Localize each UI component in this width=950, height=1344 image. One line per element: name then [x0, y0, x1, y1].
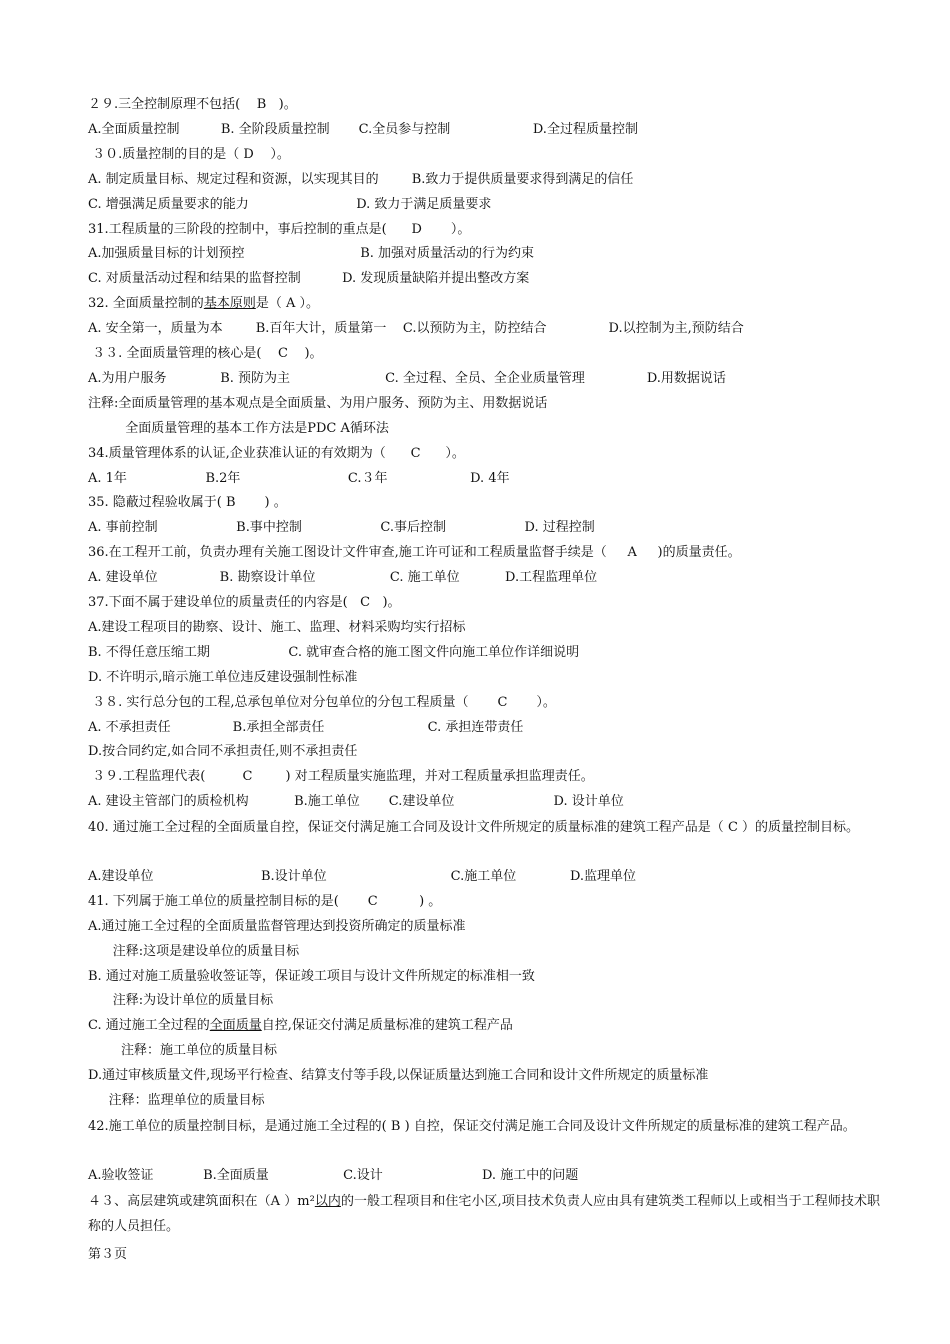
- text-line: ３８. 实行总分包的工程,总承包单位对分包单位的分包工程质量（ C ）。: [88, 694, 556, 710]
- text-line: 注释：施工单位的质量目标: [88, 1043, 278, 1059]
- text-line: B. 不得任意压缩工期 C. 就审查合格的施工图文件向施工单位作详细说明: [88, 644, 580, 660]
- text-line: D. 不许明示,暗示施工单位违反建设强制性标准: [88, 669, 358, 685]
- text-line: A. 安全第一，质量为本 B.百年大计，质量第一 C.以预防为主，防控结合 D.以控制为主,预防结合: [88, 321, 744, 337]
- text-line: 40. 通过施工全过程的全面质量自控，保证交付满足施工合同及设计文件所规定的质量标准的建筑工程产品是（ C ）的质量控制目标。: [88, 820, 860, 836]
- text-line: A. 制定质量目标、规定过程和资源，以实现其目的 B.致力于提供质量要求得到满足的信任: [88, 171, 634, 187]
- text-line: ３９.工程监理代表( C ) 对工程质量实施监理，并对工程质量承担监理责任。: [88, 769, 594, 785]
- text-line: [88, 293, 880, 315]
- text-line: B. 通过对施工质量验收签证等，保证竣工项目与设计文件所规定的标准相一致: [88, 968, 535, 984]
- text-line: [88, 1190, 880, 1240]
- text-segment: 32. 全面质量控制的: [88, 296, 204, 312]
- text-segment: 是（ A ）。: [255, 296, 319, 312]
- text-line: A. 不承担责任 B.承担全部责任 C. 承担连带责任: [88, 719, 524, 735]
- text-line: [88, 1015, 880, 1037]
- underlined-text: 全面质量: [209, 1018, 262, 1034]
- text-line: A.全面质量控制 B. 全阶段质量控制 C.全员参与控制 D.全过程质量控制: [88, 121, 638, 137]
- text-line: A. 建设主管部门的质检机构 B.施工单位 C.建设单位 D. 设计单位: [88, 794, 624, 810]
- text-line: D.按合同约定,如合同不承担责任,则不承担责任: [88, 744, 358, 760]
- underlined-text: 基本原则: [203, 296, 256, 312]
- text-segment: 的一般工程项目和住宅小区,项目技术负责人应由具有建筑类工程师以上或相当于工程师技术职称的人员担任。: [88, 1193, 880, 1234]
- text-line: 37.下面不属于建设单位的质量责任的内容是( C )。: [88, 595, 401, 610]
- text-line: 34.质量管理体系的认证,企业获准认证的有效期为（ C ）。: [88, 445, 465, 461]
- text-line: D.通过审核质量文件,现场平行检查、结算支付等手段,以保证质量达到施工合同和设计文件所规定的质量标准: [88, 1068, 709, 1084]
- text-line: 注释:全面质量管理的基本观点是全面质量、为用户服务、预防为主、用数据说话: [88, 395, 548, 411]
- text-line: 注释：监理单位的质量目标: [88, 1093, 265, 1108]
- text-line: C. 增强满足质量要求的能力 D. 致力于满足质量要求: [88, 196, 492, 212]
- text-line: 42.施工单位的质量控制目标，是通过施工全过程的( B ) 自控，保证交付满足施工合同及设计文件所规定的质量标准的建筑工程产品。: [88, 1118, 856, 1134]
- text-line: A.建设工程项目的勘察、设计、施工、监理、材料采购均实行招标: [88, 619, 466, 635]
- text-line: A.建设单位 B.设计单位 C.施工单位 D.监理单位: [88, 868, 637, 884]
- text-line: A. 建设单位 B. 勘察设计单位 C. 施工单位 D.工程监理单位: [88, 570, 598, 586]
- underlined-text: 以内: [314, 1193, 341, 1209]
- text-line: A.为用户服务 B. 预防为主 C. 全过程、全员、全企业质量管理 D.用数据说话: [88, 370, 726, 386]
- text-line: 31.工程质量的三阶段的控制中，事后控制的重点是( D ）。: [88, 221, 471, 237]
- page-number: 第３页: [88, 1247, 128, 1262]
- text-segment: C. 通过施工全过程的: [88, 1018, 210, 1034]
- text-line: 注释:这项是建设单位的质量目标: [88, 943, 300, 959]
- text-line: 36.在工程开工前，负责办理有关施工图设计文件审查,施工许可证和工程质量监督手续是（ A )的质量责任。: [88, 545, 741, 561]
- text-line: A. 1年 B.2年 C.３年 D. 4年: [88, 470, 510, 486]
- text-segment: 自控,保证交付满足质量标准的建筑工程产品: [261, 1018, 513, 1034]
- text-line: A.验收签证 B.全面质量 C.设计 D. 施工中的问题: [88, 1167, 579, 1183]
- text-line: 全面质量管理的基本工作方法是PDC A循环法: [88, 420, 389, 436]
- text-line: ２９.三全控制原理不包括( B )。: [88, 97, 297, 112]
- text-line: A.加强质量目标的计划预控 B. 加强对质量活动的行为约束: [88, 246, 535, 262]
- text-line: 35. 隐蔽过程验收属于( B ) 。: [88, 495, 287, 511]
- text-line: C. 对质量活动过程和结果的监督控制 D. 发现质量缺陷并提出整改方案: [88, 271, 530, 287]
- text-line: A.通过施工全过程的全面质量监督管理达到投资所确定的质量标准: [88, 918, 466, 934]
- text-line: 注释:为设计单位的质量目标: [88, 993, 274, 1009]
- text-line: 41. 下列属于施工单位的质量控制目标的是( C ) 。: [88, 893, 442, 909]
- text-line: A. 事前控制 B.事中控制 C.事后控制 D. 过程控制: [88, 520, 595, 536]
- text-line: ３０.质量控制的目的是（ D ）。: [88, 146, 290, 162]
- text-segment: ４３、高层建筑或建筑面积在（A ）m²: [88, 1193, 315, 1209]
- text-line: ３３. 全面质量管理的核心是( C )。: [88, 346, 323, 361]
